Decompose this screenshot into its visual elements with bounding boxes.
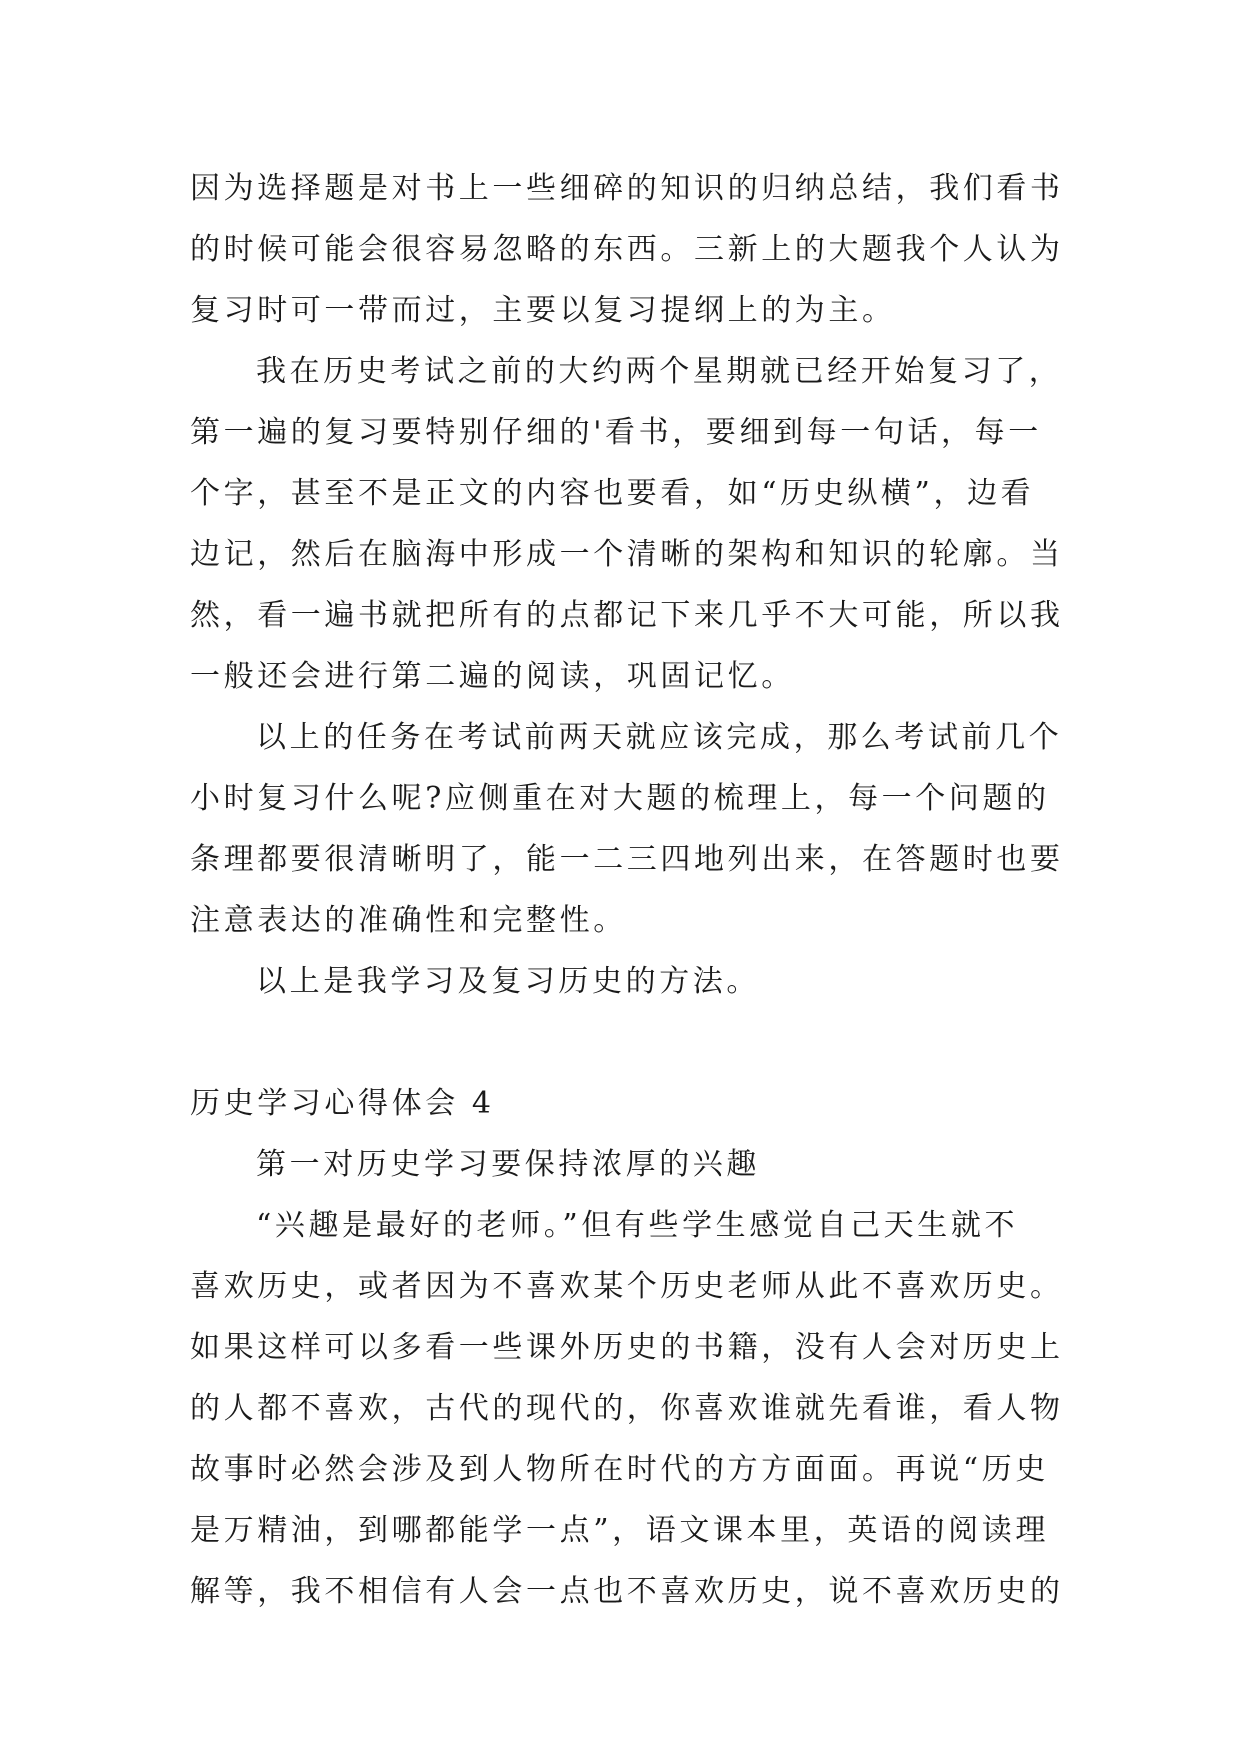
text-line: 喜欢历史，或者因为不喜欢某个历史老师从此不喜欢历史。 (190, 1269, 1064, 1304)
text-line: 注意表达的准确性和完整性。 (190, 903, 627, 938)
text-line: 第一遍的复习要特别仔细的'看书，要细到每一句话，每一 (190, 415, 1042, 450)
text-line: 以上是我学习及复习历史的方法。 (256, 964, 760, 999)
paragraph-2 (190, 341, 1070, 707)
text-line: 个字，甚至不是正文的内容也要看，如“历史纵横”，边看 (190, 476, 1035, 511)
document-body (190, 158, 1070, 1622)
text-line: 以上的任务在考试前两天就应该完成，那么考试前几个 (256, 720, 1063, 755)
text-line: 是万精油，到哪都能学一点”，语文课本里，英语的阅读理 (190, 1513, 1049, 1548)
paragraph-1 (190, 158, 1070, 341)
text-line: 因为选择题是对书上一些细碎的知识的归纳总结，我们看书 (190, 171, 1064, 206)
section-spacer (190, 1012, 1070, 1073)
text-line: “兴趣是最好的老师。”但有些学生感觉自己天生就不 (256, 1208, 1019, 1243)
paragraph-4 (190, 951, 1070, 1012)
text-line: 一般还会进行第二遍的阅读，巩固记忆。 (190, 659, 795, 694)
paragraph-5 (190, 1195, 1070, 1622)
paragraph-3 (190, 707, 1070, 951)
section-title: 历史学习心得体会 4 (190, 1086, 495, 1121)
text-line: 如果这样可以多看一些课外历史的书籍，没有人会对历史上 (190, 1330, 1064, 1365)
text-line: 的时候可能会很容易忽略的东西。三新上的大题我个人认为 (190, 232, 1064, 267)
text-line: 我在历史考试之前的大约两个星期就已经开始复习了， (256, 354, 1063, 389)
text-line: 故事时必然会涉及到人物所在时代的方方面面。再说“历史 (190, 1452, 1049, 1487)
subheading: 第一对历史学习要保持浓厚的兴趣 (256, 1147, 760, 1182)
text-line: 边记，然后在脑海中形成一个清晰的架构和知识的轮廓。当 (190, 537, 1064, 572)
text-line: 条理都要很清晰明了，能一二三四地列出来，在答题时也要 (190, 842, 1064, 877)
text-line: 的人都不喜欢，古代的现代的，你喜欢谁就先看谁，看人物 (190, 1391, 1064, 1426)
text-line: 小时复习什么呢?应侧重在对大题的梳理上，每一个问题的 (190, 781, 1050, 816)
text-line: 然，看一遍书就把所有的点都记下来几乎不大可能，所以我 (190, 598, 1064, 633)
text-line: 解等，我不相信有人会一点也不喜欢历史，说不喜欢历史的 (190, 1574, 1064, 1609)
text-line: 复习时可一带而过，主要以复习提纲上的为主。 (190, 293, 896, 328)
